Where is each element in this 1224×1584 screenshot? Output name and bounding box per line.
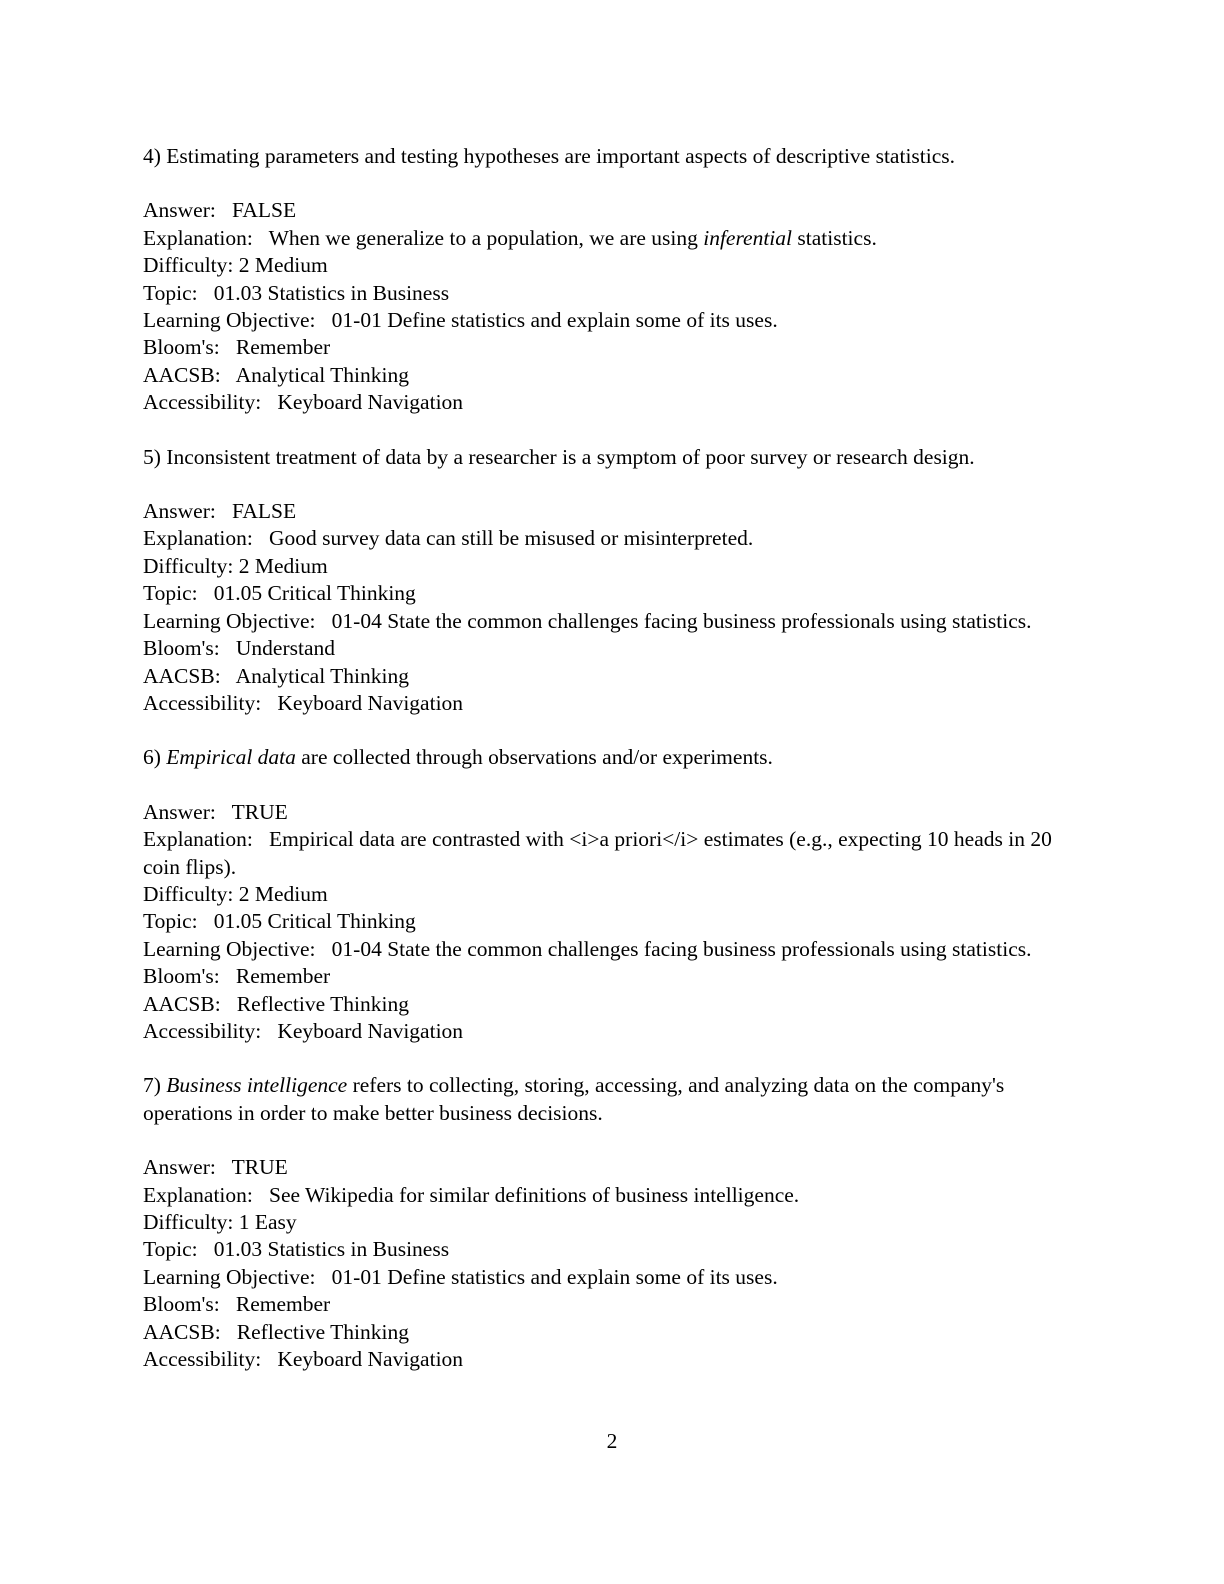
blooms-value: Remember	[235, 1292, 331, 1317]
accessibility-label: Accessibility:	[143, 1347, 262, 1372]
answer-line	[143, 1154, 1073, 1181]
difficulty-label: Difficulty:	[143, 553, 234, 578]
difficulty-line	[143, 881, 1073, 908]
learning-objective-label: Learning Objective:	[143, 1264, 316, 1289]
difficulty-label: Difficulty:	[143, 881, 234, 906]
blooms-value: Understand	[235, 636, 336, 661]
topic-value: 01.05 Critical Thinking	[213, 909, 416, 934]
explanation-line	[143, 826, 1073, 881]
question-7	[143, 1072, 1073, 1373]
topic-label: Topic:	[143, 1237, 198, 1262]
topic-label: Topic:	[143, 280, 198, 305]
question-number: 6)	[143, 745, 161, 770]
answer-value: TRUE	[231, 799, 288, 824]
accessibility-value: Keyboard Navigation	[277, 1018, 464, 1043]
blooms-label: Bloom's:	[143, 964, 220, 989]
explanation-label: Explanation:	[143, 526, 253, 551]
aacsb-value: Reflective Thinking	[236, 1319, 409, 1344]
blooms-label: Bloom's:	[143, 1292, 220, 1317]
answer-line	[143, 799, 1073, 826]
question-6	[143, 744, 1073, 1045]
question-text	[143, 744, 1073, 771]
difficulty-value: 2 Medium	[238, 553, 328, 578]
question-number: 7)	[143, 1073, 161, 1098]
blooms-line	[143, 334, 1073, 361]
learning-objective-value: 01-01 Define statistics and explain some of its uses.	[331, 308, 778, 333]
answer-line	[143, 197, 1073, 224]
topic-line	[143, 280, 1073, 307]
topic-line	[143, 1236, 1073, 1263]
topic-label: Topic:	[143, 581, 198, 606]
topic-label: Topic:	[143, 909, 198, 934]
topic-value: 01.03 Statistics in Business	[213, 1237, 450, 1262]
explanation-text-post: statistics.	[797, 225, 877, 250]
explanation-emphasis: inferential	[703, 225, 793, 250]
blooms-label: Bloom's:	[143, 335, 220, 360]
explanation-label: Explanation:	[143, 1182, 253, 1207]
learning-objective-line	[143, 608, 1073, 635]
learning-objective-line	[143, 307, 1073, 334]
topic-value: 01.03 Statistics in Business	[213, 280, 450, 305]
question-body: Inconsistent treatment of data by a researcher is a symptom of poor survey or research design.	[166, 444, 975, 469]
learning-objective-value: 01-04 State the common challenges facing business professionals using statistics.	[331, 608, 1032, 633]
accessibility-line	[143, 389, 1073, 416]
blooms-line	[143, 635, 1073, 662]
learning-objective-value: 01-01 Define statistics and explain some of its uses.	[331, 1264, 778, 1289]
learning-objective-label: Learning Objective:	[143, 608, 316, 633]
question-text	[143, 1072, 1073, 1127]
explanation-text: See Wikipedia for similar definitions of business intelligence.	[269, 1182, 800, 1207]
difficulty-line	[143, 252, 1073, 279]
aacsb-line	[143, 991, 1073, 1018]
aacsb-line	[143, 663, 1073, 690]
topic-value: 01.05 Critical Thinking	[213, 581, 416, 606]
explanation-text: Empirical data are contrasted with <i>a priori</i> estimates (e.g., expecting 10 heads in 20 coin flips).	[143, 827, 1058, 879]
aacsb-value: Reflective Thinking	[236, 991, 409, 1016]
question-5	[143, 444, 1073, 718]
question-body: Estimating parameters and testing hypotheses are important aspects of descriptive statistics.	[166, 144, 956, 168]
answer-label: Answer:	[143, 799, 216, 824]
difficulty-value: 2 Medium	[238, 253, 328, 278]
difficulty-line	[143, 1209, 1073, 1236]
aacsb-line	[143, 362, 1073, 389]
question-body: are collected through observations and/or experiments.	[301, 745, 773, 770]
aacsb-value: Analytical Thinking	[235, 362, 409, 387]
accessibility-value: Keyboard Navigation	[277, 690, 464, 715]
question-text	[143, 143, 1073, 170]
explanation-text-pre: When we generalize to a population, we are using	[268, 225, 698, 250]
accessibility-label: Accessibility:	[143, 1018, 262, 1043]
topic-line	[143, 580, 1073, 607]
difficulty-label: Difficulty:	[143, 1210, 234, 1234]
answer-label: Answer:	[143, 499, 216, 524]
accessibility-label: Accessibility:	[143, 690, 262, 715]
question-number: 4)	[143, 144, 161, 168]
explanation-line	[143, 225, 1073, 252]
aacsb-label: AACSB:	[143, 1319, 221, 1344]
explanation-line	[143, 1182, 1073, 1209]
accessibility-value: Keyboard Navigation	[277, 1347, 464, 1372]
accessibility-value: Keyboard Navigation	[277, 390, 464, 415]
learning-objective-line	[143, 1264, 1073, 1291]
accessibility-line	[143, 690, 1073, 717]
page-number: 2	[606, 1429, 618, 1453]
question-term: Business intelligence	[166, 1073, 348, 1098]
explanation-label: Explanation:	[143, 827, 253, 852]
question-body: refers to collecting, storing, accessing, and analyzing data on the company's operations in order to make better business decisions.	[143, 1073, 1005, 1125]
difficulty-line	[143, 553, 1073, 580]
aacsb-label: AACSB:	[143, 991, 221, 1016]
aacsb-label: AACSB:	[143, 663, 221, 688]
answer-label: Answer:	[143, 1155, 216, 1180]
answer-value: FALSE	[231, 198, 297, 223]
difficulty-value: 2 Medium	[238, 881, 328, 906]
aacsb-label: AACSB:	[143, 362, 221, 387]
explanation-label: Explanation:	[143, 225, 253, 250]
question-number: 5)	[143, 444, 161, 469]
question-4	[143, 143, 1073, 417]
blooms-value: Remember	[235, 964, 331, 989]
answer-value: FALSE	[231, 499, 297, 524]
blooms-line	[143, 1291, 1073, 1318]
blooms-label: Bloom's:	[143, 636, 220, 661]
difficulty-label: Difficulty:	[143, 253, 234, 278]
difficulty-value: 1 Easy	[238, 1210, 297, 1234]
learning-objective-label: Learning Objective:	[143, 308, 316, 333]
answer-label: Answer:	[143, 198, 216, 223]
question-text	[143, 444, 1073, 471]
accessibility-line	[143, 1018, 1073, 1045]
aacsb-value: Analytical Thinking	[235, 663, 409, 688]
learning-objective-label: Learning Objective:	[143, 936, 316, 961]
accessibility-label: Accessibility:	[143, 390, 262, 415]
learning-objective-line	[143, 936, 1073, 963]
accessibility-line	[143, 1346, 1073, 1373]
learning-objective-value: 01-04 State the common challenges facing business professionals using statistics.	[331, 936, 1032, 961]
document-page	[143, 143, 1073, 1400]
question-term: Empirical data	[166, 745, 296, 770]
topic-line	[143, 908, 1073, 935]
answer-line	[143, 498, 1073, 525]
explanation-line	[143, 525, 1073, 552]
blooms-value: Remember	[235, 335, 331, 360]
explanation-text: Good survey data can still be misused or misinterpreted.	[269, 526, 754, 551]
answer-value: TRUE	[231, 1155, 288, 1180]
aacsb-line	[143, 1319, 1073, 1346]
blooms-line	[143, 963, 1073, 990]
